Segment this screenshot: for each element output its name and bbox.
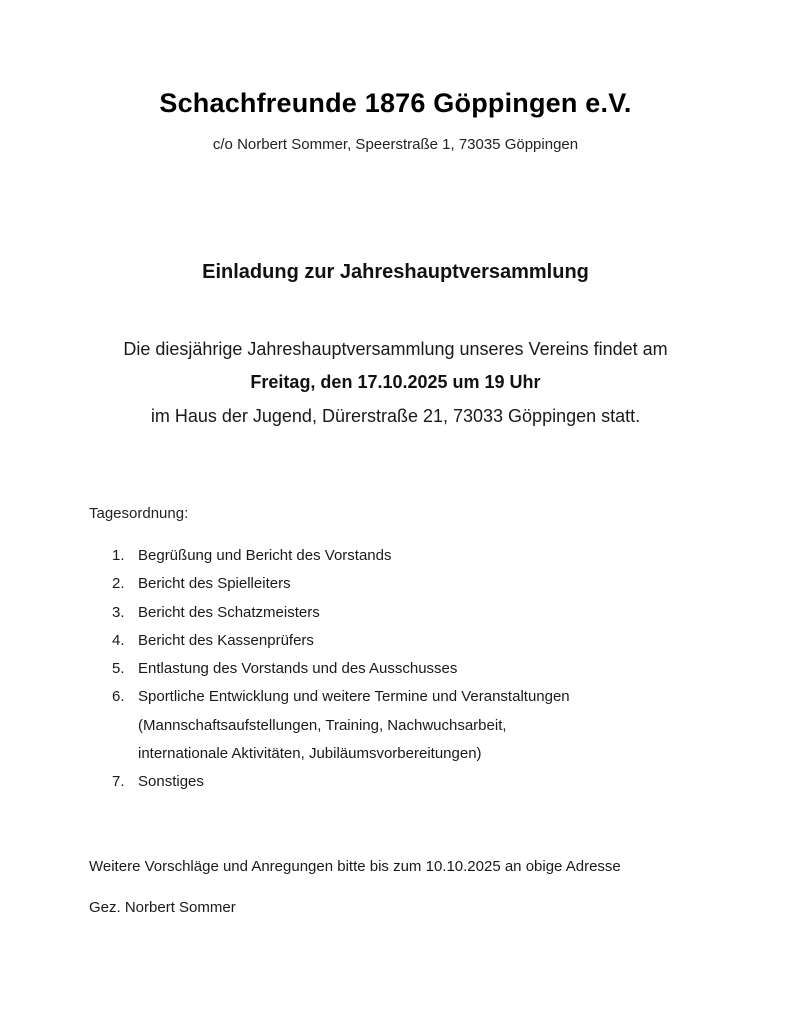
organization-address: c/o Norbert Sommer, Speerstraße 1, 73035 Göppingen	[212, 136, 579, 153]
agenda-item-text: Begrüßung und Bericht des Vorstands	[138, 547, 392, 564]
agenda-item-number: 6.	[112, 688, 125, 706]
closing-note: Weitere Vorschläge und Anregungen bitte bis zum 10.10.2025 an obige Adresse	[89, 858, 621, 875]
agenda-item-text: Bericht des Spielleiters	[138, 575, 291, 593]
agenda-item-number: 5.	[112, 660, 125, 678]
invitation-title: Einladung zur Jahreshauptversammlung	[202, 261, 589, 283]
agenda-item	[112, 570, 570, 598]
agenda-item	[112, 627, 570, 655]
agenda-item-number: 7.	[112, 773, 125, 791]
agenda-item-text: Sonstiges	[138, 773, 204, 791]
agenda-item-number: 1.	[112, 547, 125, 564]
agenda-list	[112, 542, 570, 797]
agenda-item	[112, 655, 570, 683]
meeting-date: Freitag, den 17.10.2025 um 19 Uhr	[250, 372, 541, 392]
agenda-item-text: Bericht des Schatzmeisters	[138, 603, 320, 621]
organization-name: Schachfreunde 1876 Göppingen e.V.	[159, 88, 632, 118]
agenda-item-text: Entlastung des Vorstands und des Ausschusses	[138, 660, 458, 678]
invitation-intro: Die diesjährige Jahreshauptversammlung unseres Vereins findet am	[123, 339, 668, 359]
signature: Gez. Norbert Sommer	[89, 899, 236, 916]
agenda-item-number: 2.	[112, 575, 125, 593]
agenda-item-text: Sportliche Entwicklung und weitere Termine und Veranstaltungen	[138, 688, 570, 706]
agenda-item-text: Bericht des Kassenprüfers	[138, 631, 314, 649]
meeting-location: im Haus der Jugend, Dürerstraße 21, 73033 Göppingen statt.	[150, 406, 641, 426]
agenda-label: Tagesordnung:	[89, 505, 189, 522]
agenda-item-details: internationale Aktivitäten, Jubiläumsvorbereitungen)	[138, 745, 482, 763]
agenda-item-number: 3.	[112, 603, 125, 621]
agenda-item	[112, 542, 570, 570]
agenda-item-number: 4.	[112, 631, 125, 649]
agenda-item	[112, 768, 570, 796]
agenda-item-details: (Mannschaftsaufstellungen, Training, Nachwuchsarbeit,	[138, 716, 507, 734]
agenda-item	[112, 599, 570, 627]
agenda-item	[112, 683, 570, 768]
